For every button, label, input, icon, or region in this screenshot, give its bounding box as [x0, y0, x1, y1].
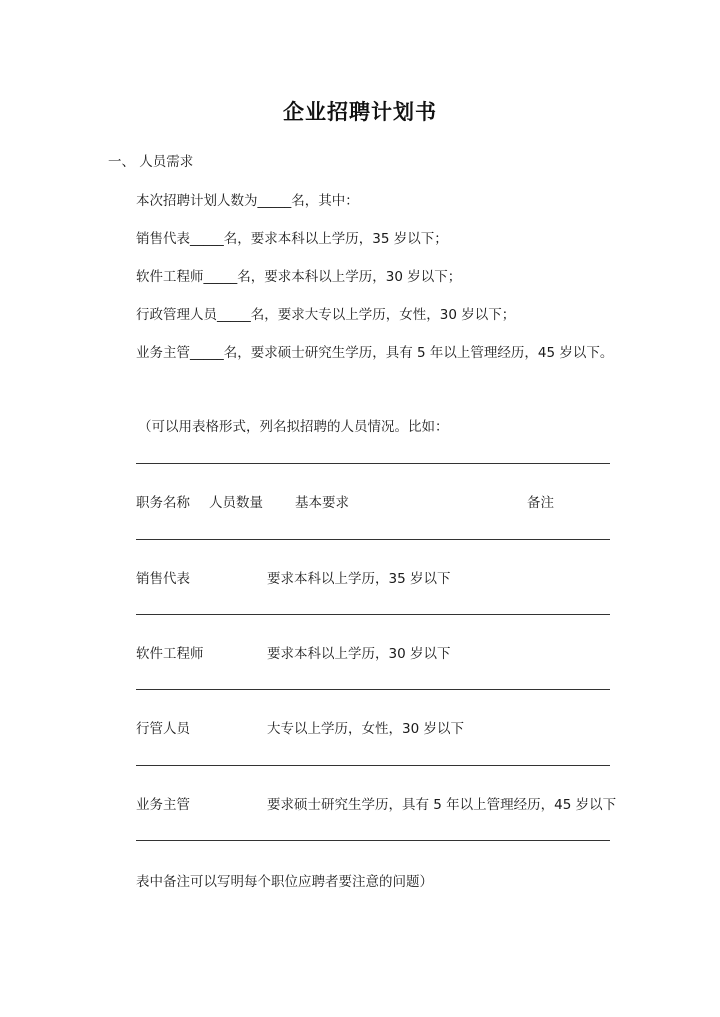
business-supervisor-line: 业务主管_____名，要求硕士研究生学历，具有 5 年以上管理经历，45 岁以下。 — [136, 345, 614, 361]
header-count: 人员数量 — [209, 495, 263, 511]
total-hiring-line: 本次招聘计划人数为_____名，其中： — [136, 193, 359, 209]
table-rule — [136, 840, 610, 841]
header-requirements: 基本要求 — [295, 495, 349, 511]
row-position: 业务主管 — [136, 797, 190, 813]
table-rule — [136, 765, 610, 766]
software-engineer-line: 软件工程师_____名，要求本科以上学历，30 岁以下； — [136, 269, 462, 285]
table-rule — [136, 689, 610, 690]
header-remarks: 备注 — [527, 495, 554, 511]
table-rule — [136, 463, 610, 464]
admin-staff-line: 行政管理人员_____名，要求大专以上学历，女性，30 岁以下； — [136, 307, 516, 323]
table-rule — [136, 614, 610, 615]
header-position: 职务名称 — [136, 495, 190, 511]
row-position: 销售代表 — [136, 571, 190, 587]
row-position: 行管人员 — [136, 721, 190, 737]
sales-rep-line: 销售代表_____名，要求本科以上学历，35 岁以下； — [136, 231, 448, 247]
row-requirements: 要求本科以上学历，35 岁以下 — [267, 571, 451, 587]
row-requirements: 大专以上学历，女性，30 岁以下 — [267, 721, 464, 737]
table-rule — [136, 539, 610, 540]
row-requirements: 要求本科以上学历，30 岁以下 — [267, 646, 451, 662]
row-position: 软件工程师 — [136, 646, 204, 662]
row-requirements: 要求硕士研究生学历，具有 5 年以上管理经历，45 岁以下 — [267, 797, 617, 813]
table-note-intro: （可以用表格形式，列名拟招聘的人员情况。比如： — [138, 419, 449, 435]
table-note-end: 表中备注可以写明每个职位应聘者要注意的问题） — [136, 874, 433, 890]
page-title: 企业招聘计划书 — [283, 100, 437, 124]
section-heading-staff-needs: 一、 人员需求 — [108, 154, 194, 170]
